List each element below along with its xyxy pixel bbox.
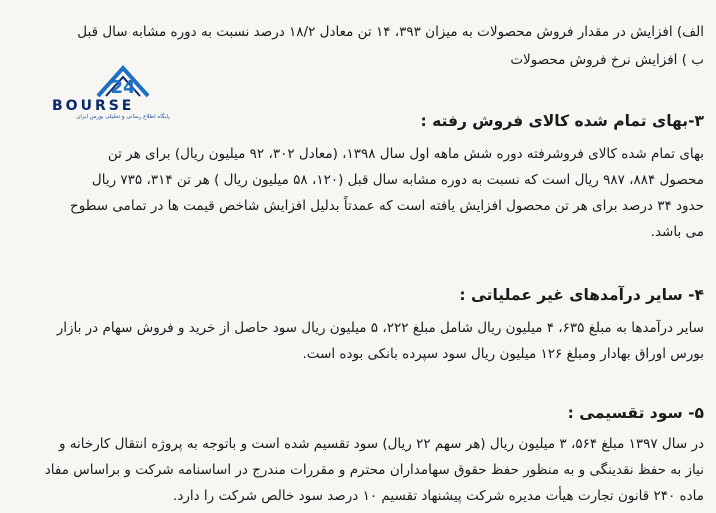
section-3-line-3: حدود ۳۴ درصد برای هر تن محصول افزایش یافته است که عمدتاً بدلیل افزایش شاخص قیمت ها در تمامی سطوح [70, 198, 704, 214]
section-4-heading: ۴- سایر درآمدهای غیر عملیاتی : [459, 286, 704, 304]
section-5-line-2: نیاز به حفظ نقدینگی و به منظور حفظ حقوق سهامداران محترم و مقررات مندرج در اساسنامه شرکت و براساس مفاد [44, 462, 704, 478]
section-3-line-2: محصول ۸۸۴، ۹۸۷ ریال است که نسبت به دوره مشابه سال قبل (۱۲۰، ۵۸ میلیون ریال ) هر تن ۳۱۴، ۷۳۵ ریال [91, 172, 704, 188]
intro-line-a: الف) افزایش در مقدار فروش محصولات به میزان ۳۹۳، ۱۴ تن معادل ۱۸/۲ درصد نسبت به دوره مشابه سال قبل [77, 24, 704, 40]
section-4-line-1: سایر درآمدها به مبلغ ۶۳۵، ۴ میلیون ریال شامل مبلغ ۲۲۲، ۵ میلیون ریال سود حاصل از خرید و فروش سهام در بازار [56, 320, 704, 336]
section-3-heading: ۳-بهای تمام شده کالای فروش رفته : [420, 112, 704, 130]
logo-tagline: پایگاه اطلاع رسانی و تحلیلی بورس ایران [76, 114, 170, 120]
section-5-line-1: در سال ۱۳۹۷ مبلغ ۵۶۴، ۳ میلیون ریال (هر سهم ۲۲ ریال) سود تقسیم شده است و باتوجه به پروژه انتقال کارخانه و [59, 436, 704, 452]
section-3-line-1: بهای تمام شده کالای فروشرفته دوره شش ماهه اول سال ۱۳۹۸، (معادل ۳۰۲، ۹۲ میلیون ریال) برای هر تن [107, 146, 704, 162]
logo-number: 24 [110, 77, 136, 98]
section-5-line-3: ماده ۲۴۰ قانون تجارت هیأت مدیره شرکت پیشنهاد تقسیم ۱۰ درصد سود خالص شرکت را دارد. [173, 488, 704, 504]
section-5-heading: ۵- سود تقسیمی : [567, 404, 704, 422]
intro-line-b: ب ) افزایش نرخ فروش محصولات [510, 52, 704, 68]
logo-word: BOURSE [52, 98, 135, 114]
section-4-line-2: بورس اوراق بهادار ومبلغ ۱۲۶ میلیون ریال سود سپرده بانکی بوده است. [302, 346, 704, 362]
section-3-line-4: می باشد. [650, 224, 704, 240]
